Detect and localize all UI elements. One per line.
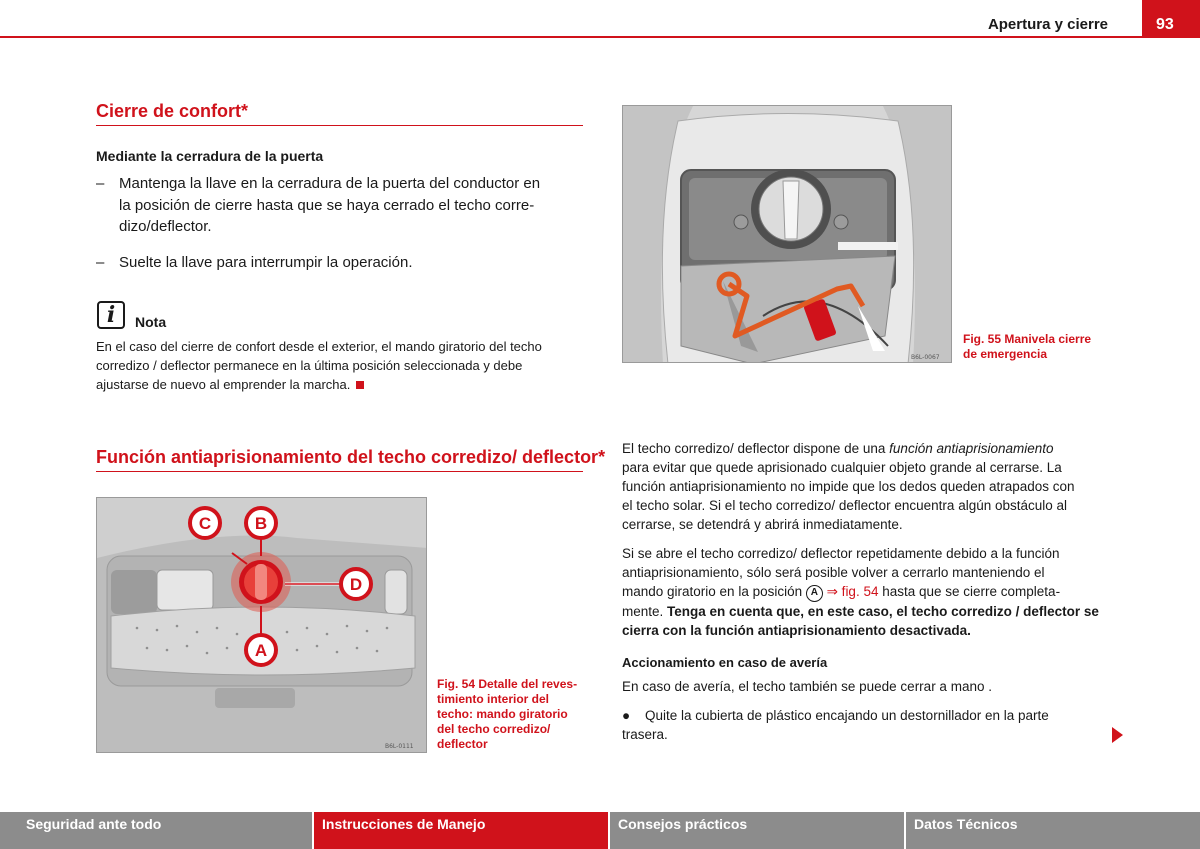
fig54-caption-line1: Fig. 54 Detalle del reves- — [437, 677, 578, 691]
footer-nav — [0, 812, 1200, 849]
para1-line1 — [622, 439, 1054, 458]
para3: En caso de avería, el techo también se puede cerrar a mano . — [622, 679, 992, 694]
note-line3-text: ajustarse de nuevo al emprender la marcha. — [96, 377, 351, 392]
step1-line3: dizo/deflector. — [119, 218, 212, 235]
roof-console-illustration — [97, 498, 427, 753]
fig54-caption-line3: techo: mando giratorio — [437, 707, 568, 721]
heading-rule — [96, 125, 583, 126]
figure-55-image — [622, 105, 952, 363]
para2-line3 — [622, 582, 1060, 602]
position-a-badge: A — [806, 585, 823, 602]
figure-code: B6L-0111 — [385, 743, 414, 750]
note-line1: En el caso del cierre de confort desde el exterior, el mando giratorio del techo — [96, 339, 542, 354]
bullet-marker: ● — [622, 708, 631, 723]
para1-text: El techo corredizo/ deflector dispone de una — [622, 441, 890, 456]
next-page-arrow-icon[interactable] — [1112, 727, 1123, 743]
para2-line4 — [622, 602, 1099, 621]
heading-cierre-confort: Cierre de confort* — [96, 101, 249, 121]
para1-line2: para evitar que quede aprisionado cualquier objeto grande al cerrarse. La — [622, 460, 1062, 475]
para2-line5: cierra con la función antiaprisionamiento desactivada. — [622, 623, 971, 638]
dash-marker: – — [96, 254, 105, 271]
dash-marker: – — [96, 175, 105, 192]
info-icon: i — [97, 301, 125, 329]
para1-line5: cerrarse, se detendrá y abrirá inmediatamente. — [622, 517, 903, 532]
callout-d — [341, 569, 371, 599]
para2-line2: antiaprisionamiento, sólo será posible volver a cerrarlo manteniendo el — [622, 565, 1045, 580]
svg-text:D: D — [349, 575, 363, 594]
bullet-line2: trasera. — [622, 727, 668, 742]
tab-seguridad[interactable]: Seguridad ante todo — [0, 812, 312, 849]
fig54-caption-line4: del techo corredizo/ — [437, 722, 551, 736]
end-square-icon — [356, 381, 364, 389]
fig55-caption-line1: Fig. 55 Manivela cierre — [963, 332, 1092, 346]
emergency-crank-illustration — [623, 106, 952, 363]
section-title: Apertura y cierre — [987, 16, 1108, 33]
bullet-line1: Quite la cubierta de plástico encajando un destornillador en la parte — [645, 708, 1049, 723]
callout-c — [190, 508, 220, 538]
note-line3 — [96, 375, 364, 394]
figure-54-image — [96, 497, 427, 753]
callout-a — [246, 635, 276, 665]
para1-line4: el techo solar. Si el techo corredizo/ deflector encuentra algún obstáculo al — [622, 498, 1068, 513]
para2-text: hasta que se cierre completa- — [878, 584, 1061, 599]
para2-bold: Tenga en cuenta que, en este caso, el techo corredizo / deflector se — [667, 604, 1099, 619]
callout-b — [246, 508, 276, 538]
step2-line: Suelte la llave para interrumpir la operación. — [119, 254, 413, 271]
svg-text:B: B — [254, 514, 268, 533]
term-antiaprisionamiento: función antiaprisionamiento — [889, 441, 1054, 456]
header-rule — [0, 36, 1200, 38]
svg-text:A: A — [254, 641, 268, 660]
para2-line1: Si se abre el techo corredizo/ deflector repetidamente debido a la función — [622, 546, 1060, 561]
page-number: 93 — [1142, 0, 1200, 38]
fig54-caption-line5: deflector — [437, 737, 488, 751]
para2-text: mando giratorio en la posición — [622, 584, 806, 599]
tab-instrucciones[interactable]: Instrucciones de Manejo — [314, 812, 608, 849]
subheading-door-lock: Mediante la cerradura de la puerta — [96, 148, 324, 164]
note-label: Nota — [135, 314, 167, 330]
fig54-link[interactable]: ⇒ fig. 54 — [826, 584, 879, 599]
step1-line2: la posición de cierre hasta que se haya cerrado el techo corre- — [119, 197, 535, 214]
para1-line3: función antiaprisionamiento no impide que los dedos queden atrapados con — [622, 479, 1075, 494]
svg-text:C: C — [198, 514, 212, 533]
tab-datos-tecnicos[interactable]: Datos Técnicos — [906, 812, 1200, 849]
step1-line1: Mantenga la llave en la cerradura de la puerta del conductor en — [119, 175, 541, 192]
heading-rule — [96, 471, 583, 472]
para2-text: mente. — [622, 604, 668, 619]
note-line2: corredizo / deflector permanece en la última posición seleccionada y debe — [96, 358, 523, 373]
heading-antiaprisionamiento: Función antiaprisionamiento del techo corredizo/ deflector* — [96, 447, 606, 467]
figure-code: B6L-0067 — [911, 354, 940, 361]
subheading-averia: Accionamiento en caso de avería — [622, 655, 828, 670]
fig55-caption-line2: de emergencia — [963, 347, 1048, 361]
fig54-caption-line2: timiento interior del — [437, 692, 550, 706]
tab-consejos[interactable]: Consejos prácticos — [610, 812, 904, 849]
